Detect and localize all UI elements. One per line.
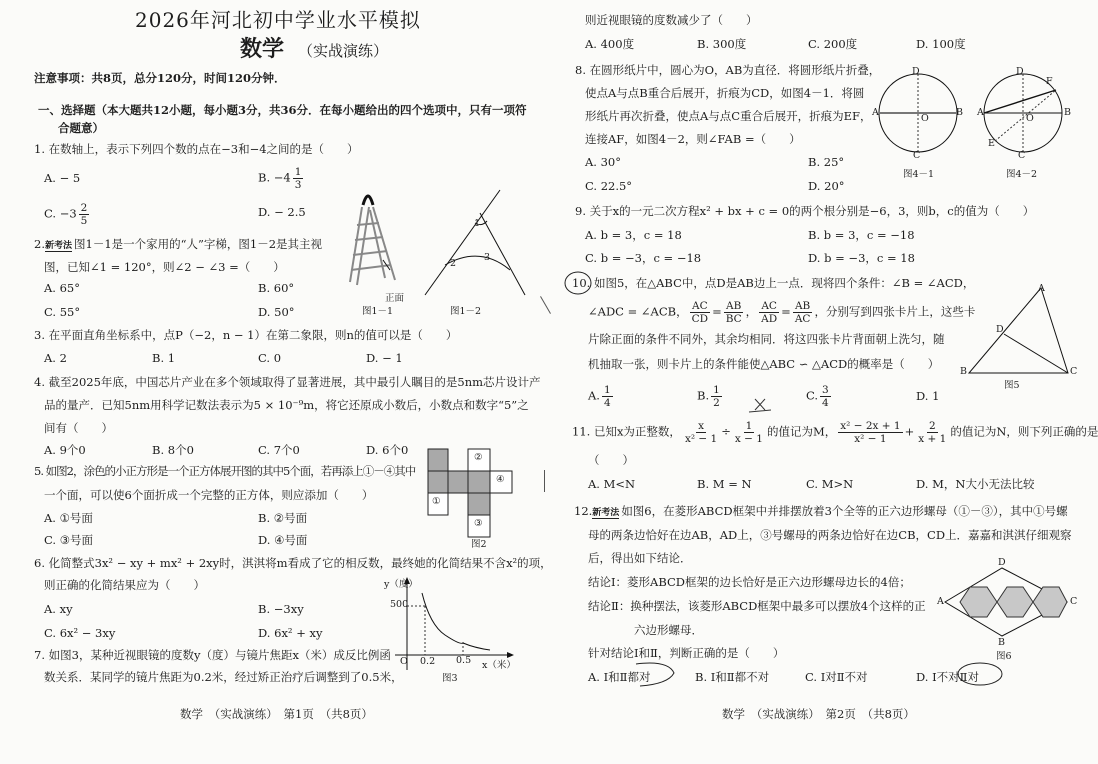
handwritten-circle: [628, 660, 678, 690]
q12-option-d: D. Ⅰ不对Ⅱ对: [916, 670, 979, 684]
net-face-1: ①: [432, 496, 441, 507]
q8-option-c: C. 22.5°: [585, 179, 633, 193]
q2-line2: 图，已知∠1 = 120°，则∠2 − ∠3 =（ ）: [44, 260, 285, 274]
q12-conclusion-1: 结论Ⅰ：菱形ABCD框架的边长恰好是正六边形螺母边长的4倍；: [588, 575, 911, 589]
q7-option-a: A. 400度: [585, 37, 635, 51]
plus-sign: +: [904, 424, 915, 439]
denominator: BC: [725, 313, 742, 325]
q10-option-c: C. $\frac{3}{4}$: [806, 384, 829, 409]
triangle-figure: [960, 282, 1078, 377]
denominator: x + 1: [918, 433, 947, 445]
q12-number: 12.: [574, 504, 593, 518]
numerator: 2: [928, 420, 936, 432]
fraction: [690, 300, 710, 325]
numerator: 2: [80, 202, 88, 214]
q11-option-b: B. M = N: [697, 477, 752, 491]
q12-line1: [574, 503, 1068, 521]
q6-option-b: B. −3xy: [258, 602, 304, 616]
option-label: C. −3: [44, 206, 77, 221]
scan-mark: [544, 470, 545, 492]
point-c: C: [913, 150, 921, 161]
handwritten-scribble: [745, 396, 775, 418]
q12-option-a: A. Ⅰ和Ⅱ都对: [588, 670, 651, 684]
exam-title: 2026年河北初中学业水平模拟: [135, 8, 421, 32]
rhombus-hexagon-figure: [945, 565, 1070, 640]
numerator: AC: [761, 300, 777, 312]
point-a: A: [1038, 283, 1045, 294]
q1-option-d: D. − 2.5: [258, 205, 306, 219]
q10-line3: 片除正面的条件不同外，其余均相同．将这四张卡片背面朝上洗匀，随: [588, 332, 945, 346]
q10-line2: ∠ADC = ∠ACB， $\frac{AC}{CD}$ = $\frac{AB}{BC}$ ， $\frac{AC}{AD}$ = $\frac{AB}{AC}$ ，分别写到四张卡片上，这些卡: [588, 300, 976, 325]
fraction: [820, 384, 831, 409]
point-d: D: [998, 557, 1006, 568]
denominator: AD: [761, 313, 778, 325]
condition-2: ∠ADC = ∠ACB，: [588, 304, 688, 319]
q11-line1: [572, 420, 1098, 445]
fig1-1-caption: 图1－1: [362, 306, 394, 317]
net-face-3: ③: [474, 518, 483, 529]
q9-option-a: A. b = 3，c = 18: [585, 228, 682, 242]
q8-option-b: B. 25°: [808, 155, 845, 169]
q12-line2: 母的两条边恰好在边AB，AD上，③号螺母的两条边恰好在边CB，CD上．嘉嘉和淇淇仔细观察: [588, 528, 1072, 542]
scan-mark: [540, 296, 551, 314]
q9-stem: 9. 关于x的一元二次方程x² + bx + c = 0的两个根分别是−6，3，则b，c的值为（ ）: [575, 204, 1035, 218]
q8-line4: 连接AF，如图4－2，则∠FAB =（ ）: [585, 132, 801, 146]
fraction: [724, 300, 744, 325]
q1-option-a: A. − 5: [44, 171, 81, 185]
numerator: AC: [692, 300, 708, 312]
numerator: AB: [794, 300, 811, 312]
fraction: [793, 300, 813, 325]
denominator: x² − 1: [684, 433, 718, 445]
q6-option-d: D. 6x² + xy: [258, 626, 323, 640]
fig6-caption: 图6: [996, 651, 1012, 662]
fig5-caption: 图5: [1004, 380, 1020, 391]
q2-option-b: B. 60°: [258, 281, 295, 295]
graph-y-label: y（度）: [384, 579, 418, 590]
fig2-caption: 图2: [471, 539, 487, 550]
fraction: [733, 420, 765, 445]
numerator: 1: [603, 384, 611, 396]
denominator: AC: [794, 313, 811, 325]
denominator: 3: [294, 179, 302, 191]
new-method-tag: 新考法: [44, 241, 72, 251]
denominator: x − 1: [734, 433, 763, 445]
graph-x-tick-0.2: 0.2: [420, 656, 436, 667]
denominator: 4: [603, 397, 611, 409]
fraction: [293, 166, 304, 191]
denominator: x² − 1: [854, 433, 887, 445]
q10-option-a: A. $\frac{1}{4}$: [588, 384, 611, 409]
point-b: B: [998, 637, 1005, 648]
q4-line1: 4. 截至2025年底，中国芯片产业在多个领域取得了显著进展，其中最引人瞩目的是5nm芯片设计产: [34, 375, 541, 389]
fig1-2-caption: 图1－2: [450, 306, 482, 317]
graph-x-tick-0.5: 0.5: [456, 655, 472, 666]
q2-text: 图1－1是一个家用的“人”字梯，图1－2是其主视: [74, 237, 323, 251]
point-d: D: [996, 324, 1004, 335]
q4-option-b: B. 8个0: [152, 443, 194, 457]
q4-option-d: D. 6个0: [366, 443, 409, 457]
q12-conclusion-2: 结论Ⅱ：换种摆法，该菱形ABCD框架中最多可以摆放4个这样的正: [588, 599, 926, 613]
q5-option-b: B. ②号面: [258, 511, 308, 525]
q1-option-b: [258, 166, 305, 191]
fraction: [711, 384, 722, 409]
q7-line3: 则近视眼镜的度数减少了（ ）: [585, 13, 758, 27]
q9-option-c: C. b = −3，c = −18: [585, 251, 702, 265]
q12-question: 针对结论Ⅰ和Ⅱ，判断正确的是（ ）: [588, 646, 785, 660]
q5-option-c: C. ③号面: [44, 533, 94, 547]
q2-option-a: A. 65°: [44, 281, 80, 295]
fig4-2-caption: 图4－2: [1006, 169, 1038, 180]
fig3-caption: 图3: [442, 673, 458, 684]
q2-option-c: C. 55°: [44, 305, 81, 319]
point-d: D: [912, 66, 920, 77]
q11-text: 的值记为N，则下列正确的是: [950, 424, 1098, 439]
graph-x-label: x（米）: [482, 660, 516, 671]
q2-number: 2.: [34, 237, 45, 251]
net-face-4: ④: [496, 474, 505, 485]
subject-title: [240, 36, 388, 64]
numerator: 1: [713, 384, 720, 396]
fraction: [759, 300, 779, 325]
q4-line2: 品的量产．已知5nm用科学记数法表示为5 × 10⁻⁹m，将它还原成小数后，小数点和数字“5”之: [44, 398, 529, 412]
graph-origin: O: [400, 656, 408, 667]
front-label: 正面: [385, 293, 405, 304]
new-method-tag: 新考法: [592, 508, 620, 518]
page1-footer: 数学 （实战演练） 第1页 （共8页）: [180, 707, 373, 721]
q6-line2: 则正确的化简结果应为（ ）: [44, 578, 205, 592]
q5-line2: 一个面，可以使6个面折成一个完整的正方体，则应添加（ ）: [44, 488, 374, 502]
q12-text: 如图6，在菱形ABCD框架中并排摆放着3个全等的正六边形螺母（①－③），其中①号螺: [621, 504, 1068, 518]
fraction: [683, 420, 719, 445]
q2-line1: [34, 236, 322, 254]
q6-option-a: A. xy: [44, 602, 73, 616]
q4-option-c: C. 7个0: [258, 443, 300, 457]
q6-option-c: C. 6x² − 3xy: [44, 626, 116, 640]
q11-line2: （ ）: [588, 453, 634, 467]
q8-option-a: A. 30°: [585, 155, 621, 169]
q1-stem: 1. 在数轴上，表示下列四个数的点在−3和−4之间的是（ ）: [34, 142, 359, 156]
fraction: [838, 420, 902, 445]
ladder-figure: [335, 185, 425, 300]
q11-option-c: C. M>N: [806, 477, 854, 491]
q5-option-a: A. ①号面: [44, 511, 93, 525]
numerator: 1: [294, 166, 302, 178]
q7-option-c: C. 200度: [808, 37, 858, 51]
numerator: 3: [822, 384, 829, 396]
option-label: B. −4: [258, 170, 291, 185]
q4-option-a: A. 9个0: [44, 443, 86, 457]
point-d: D: [1016, 66, 1024, 77]
q11-option-a: A. M<N: [588, 477, 636, 491]
q10-line4: 机抽取一张，则卡片上的条件能使△ABC ∽ △ACD的概率是（ ）: [588, 357, 940, 371]
q12-conclusion-2-cont: 六边形螺母．: [634, 623, 703, 637]
q10-option-b: B. $\frac{1}{2}$: [697, 384, 720, 409]
q3-option-a: A. 2: [44, 351, 67, 365]
q7-line1: 7. 如图3，某种近视眼镜的度数y（度）与镜片焦距x（米）成反比例函: [34, 648, 391, 662]
condition-text: ，分别写到四张卡片上，这些卡: [814, 304, 976, 319]
point-f: F: [1046, 76, 1053, 87]
denominator: 5: [80, 215, 88, 227]
point-c: C: [1070, 366, 1078, 377]
section-heading-cont: 合题意）: [58, 121, 104, 135]
q4-line3: 间有（ ）: [44, 421, 113, 435]
page2-footer: 数学 （实战演练） 第2页 （共8页）: [722, 707, 915, 721]
divide-sign: ÷: [721, 424, 731, 439]
angle-2-label: 2: [450, 258, 457, 269]
point-b: B: [960, 366, 967, 377]
circle-fold-figures: [870, 70, 1070, 160]
q1-option-c: [44, 202, 91, 227]
fig4-1-caption: 图4－1: [903, 169, 935, 180]
q3-stem: 3. 在平面直角坐标系中，点P（−2，n − 1）在第二象限，则n的值可以是（ ）: [34, 328, 458, 342]
angle-3-label: 3: [484, 252, 491, 263]
exam-notes: 注意事项：共8页，总分120分，时间120分钟．: [34, 71, 286, 85]
q3-option-d: D. − 1: [366, 351, 403, 365]
q7-line2: 数关系．某同学的镜片焦距为0.2米，经过矫正治疗后调整到了0.5米，: [44, 670, 403, 684]
q7-option-b: B. 300度: [697, 37, 747, 51]
subtitle: （实战演练）: [298, 42, 389, 60]
numerator: AB: [726, 300, 742, 312]
q5-option-d: D. ④号面: [258, 533, 308, 547]
q11-text: 的值记为M，: [766, 424, 837, 439]
q12-option-b: B. Ⅰ和Ⅱ都不对: [695, 670, 770, 684]
point-a: A: [977, 107, 984, 118]
q10-option-d: D. 1: [916, 389, 940, 403]
numerator: 1: [745, 420, 753, 432]
point-c: C: [1070, 596, 1078, 607]
point-e: E: [988, 138, 995, 149]
subject: 数学: [240, 36, 285, 62]
q3-option-b: B. 1: [152, 351, 176, 365]
angle-1-label: 1: [474, 218, 481, 229]
denominator: 2: [713, 397, 720, 409]
denominator: 4: [822, 397, 829, 409]
point-b: B: [1064, 107, 1071, 118]
q8-option-d: D. 20°: [808, 179, 845, 193]
ladder-front-view-figure: [420, 185, 525, 300]
q11-option-d: D. M，N大小无法比较: [916, 477, 1035, 491]
q12-line3: 后，得出如下结论．: [588, 551, 692, 565]
point-a: A: [872, 107, 879, 118]
handwritten-circle: [562, 268, 594, 300]
section-heading: 一、选择题（本大题共12小题，每小题3分，共36分．在每小题给出的四个选项中，只有一项符: [38, 103, 527, 117]
fraction: [602, 384, 613, 409]
q2-option-d: D. 50°: [258, 305, 295, 319]
q9-option-b: B. b = 3，c = −18: [808, 228, 915, 242]
fraction: [916, 420, 948, 445]
q3-option-c: C. 0: [258, 351, 282, 365]
q8-line3: 形纸片再次折叠，使点A与点C重合后展开，折痕为EF，: [585, 109, 872, 123]
q6-line1: 6. 化简整式3x² − xy + mx² + 2xy时，淇淇将m看成了它的相反数，最终她的化简结果不含x²的项，: [34, 556, 552, 570]
numerator: x² − 2x + 1: [840, 420, 901, 432]
q5-line1: 5. 如图2，涂色的小正方形是一个正方体展开图的其中5个面，若再添上①－④其中: [34, 464, 416, 478]
point-o: O: [921, 113, 929, 124]
q12-option-c: C. Ⅰ对Ⅱ不对: [805, 670, 868, 684]
q8-line2: 使点A与点B重合后展开，折痕为CD，如图4－1．将圆: [585, 86, 865, 100]
q9-option-d: D. b = −3，c = 18: [808, 251, 915, 265]
net-face-2: ②: [474, 452, 483, 463]
graph-y-tick-500: 500: [390, 599, 409, 610]
denominator: CD: [691, 313, 709, 325]
q7-option-d: D. 100度: [916, 37, 966, 51]
fraction: [79, 202, 90, 227]
point-c: C: [1018, 150, 1026, 161]
q11-text: 11. 已知x为正整数，: [572, 424, 681, 439]
point-a: A: [937, 596, 944, 607]
q8-line1: 8. 在圆形纸片中，圆心为O，AB为直径．将圆形纸片折叠，: [575, 63, 881, 77]
handwritten-circle: [955, 660, 1005, 690]
q10-line1: 10. 如图5，在△ABC中，点D是AB边上一点．现将四个条件：∠B = ∠ACD，: [572, 276, 975, 290]
point-b: B: [956, 107, 963, 118]
numerator: x: [698, 420, 705, 432]
point-o: O: [1026, 113, 1034, 124]
